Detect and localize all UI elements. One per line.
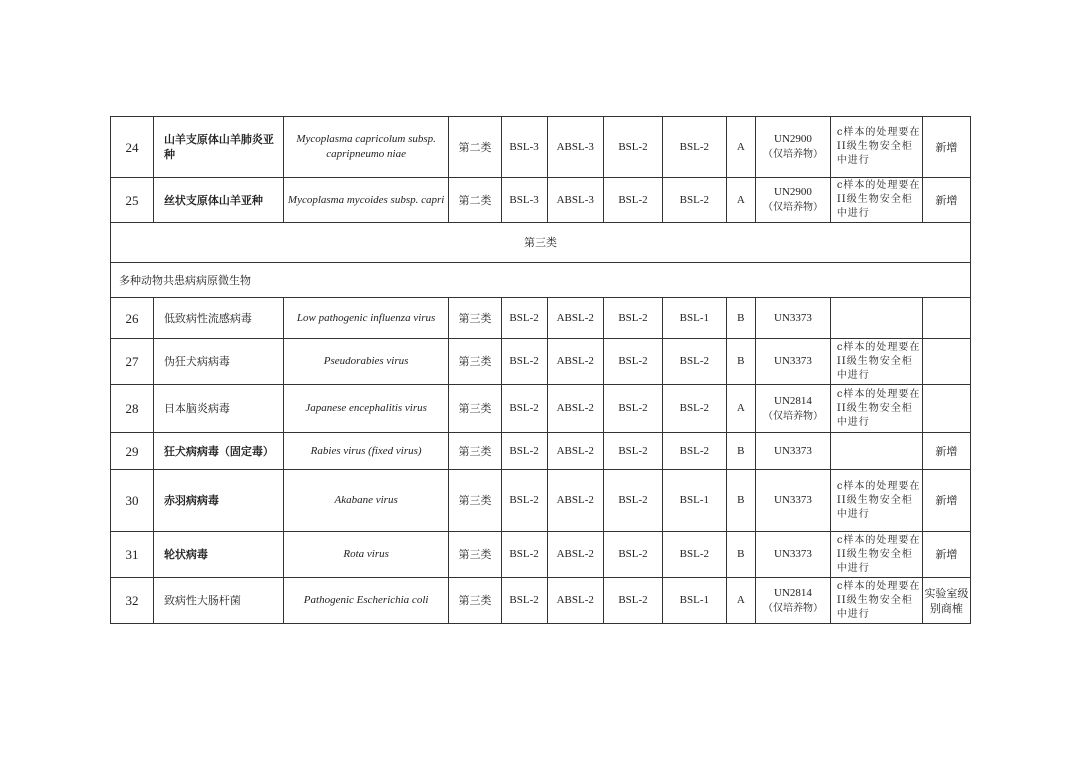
row-number: 31	[111, 532, 154, 578]
lab-level-4: BSL-1	[663, 470, 726, 532]
row-number: 24	[111, 117, 154, 178]
lab-level-4: BSL-2	[663, 433, 726, 470]
lab-level-2: ABSL-3	[547, 178, 603, 223]
un-number: UN2814	[774, 586, 812, 599]
remark: 新增	[922, 117, 970, 178]
chinese-name: 赤羽病病毒	[153, 470, 283, 532]
handling-note	[830, 433, 922, 470]
lab-level-2: ABSL-2	[547, 433, 603, 470]
subsection-title: 多种动物共患病病原微生物	[111, 263, 971, 298]
lab-level-1: BSL-2	[501, 298, 547, 339]
transport-grade: B	[726, 532, 756, 578]
table-body-bottom	[111, 298, 971, 624]
transport-grade: B	[726, 298, 756, 339]
transport-grade: A	[726, 385, 756, 433]
lab-level-1: BSL-3	[501, 117, 547, 178]
section-row	[111, 223, 971, 263]
hazard-category: 第三类	[449, 298, 501, 339]
hazard-category: 第三类	[449, 433, 501, 470]
lab-level-1: BSL-2	[501, 339, 547, 385]
lab-level-2: ABSL-2	[547, 532, 603, 578]
row-number: 25	[111, 178, 154, 223]
table-row	[111, 385, 971, 433]
lab-level-1: BSL-3	[501, 178, 547, 223]
row-number: 29	[111, 433, 154, 470]
scientific-name: Pathogenic Escherichia coli	[283, 578, 449, 624]
lab-level-4: BSL-1	[663, 578, 726, 624]
section-title: 第三类	[111, 223, 971, 263]
row-number: 32	[111, 578, 154, 624]
chinese-name: 丝状支原体山羊亚种	[153, 178, 283, 223]
remark: 新增	[922, 470, 970, 532]
handling-note: c样本的处理要在II级生物安全柜中进行	[830, 117, 922, 178]
un-number: UN3373	[774, 494, 812, 506]
hazard-category: 第三类	[449, 532, 501, 578]
lab-level-2: ABSL-2	[547, 385, 603, 433]
remark: 实验室级别商榷	[922, 578, 970, 624]
table-row	[111, 117, 971, 178]
transport-grade: A	[726, 178, 756, 223]
remark: 新增	[922, 532, 970, 578]
lab-level-2: ABSL-2	[547, 470, 603, 532]
lab-level-3: BSL-2	[603, 117, 662, 178]
un-number-cell	[756, 433, 831, 470]
subsection-row	[111, 263, 971, 298]
hazard-category: 第二类	[449, 178, 501, 223]
hazard-category: 第三类	[449, 578, 501, 624]
transport-grade: A	[726, 578, 756, 624]
chinese-name: 山羊支原体山羊肺炎亚种	[153, 117, 283, 178]
lab-level-3: BSL-2	[603, 578, 662, 624]
lab-level-4: BSL-2	[663, 385, 726, 433]
row-number: 30	[111, 470, 154, 532]
scientific-name: Akabane virus	[283, 470, 449, 532]
lab-level-2: ABSL-2	[547, 578, 603, 624]
remark: 新增	[922, 433, 970, 470]
un-number-cell	[756, 178, 831, 223]
lab-level-2: ABSL-2	[547, 298, 603, 339]
scientific-name: Low pathogenic influenza virus	[283, 298, 449, 339]
transport-grade: A	[726, 117, 756, 178]
lab-level-4: BSL-2	[663, 178, 726, 223]
un-number: UN3373	[774, 311, 812, 324]
remark	[922, 339, 970, 385]
scientific-name: Japanese encephalitis virus	[283, 385, 449, 433]
lab-level-2: ABSL-3	[547, 117, 603, 178]
chinese-name: 低致病性流感病毒	[153, 298, 283, 339]
row-number: 26	[111, 298, 154, 339]
handling-note: c样本的处理要在II级生物安全柜中进行	[830, 578, 922, 624]
chinese-name: 伪狂犬病病毒	[153, 339, 283, 385]
lab-level-1: BSL-2	[501, 385, 547, 433]
row-number: 28	[111, 385, 154, 433]
handling-note: c样本的处理要在II级生物安全柜中进行	[830, 178, 922, 223]
scientific-name: Rota virus	[283, 532, 449, 578]
scientific-name: Rabies virus (fixed virus)	[283, 433, 449, 470]
table-body-top	[111, 117, 971, 223]
un-number-note: （仅培养物）	[762, 149, 823, 160]
remark	[922, 385, 970, 433]
table-row	[111, 178, 971, 223]
scientific-name: Mycoplasma capricolum subsp. capripneumo niae	[283, 117, 449, 178]
lab-level-1: BSL-2	[501, 433, 547, 470]
lab-level-4: BSL-2	[663, 339, 726, 385]
un-number: UN2900	[774, 133, 812, 145]
lab-level-3: BSL-2	[603, 385, 662, 433]
un-number-cell	[756, 532, 831, 578]
lab-level-3: BSL-2	[603, 433, 662, 470]
handling-note: c样本的处理要在II级生物安全柜中进行	[830, 385, 922, 433]
un-number-cell	[756, 578, 831, 624]
un-number: UN2900	[774, 186, 812, 198]
un-number-cell	[756, 298, 831, 339]
row-number: 27	[111, 339, 154, 385]
lab-level-3: BSL-2	[603, 298, 662, 339]
lab-level-1: BSL-2	[501, 532, 547, 578]
chinese-name: 狂犬病病毒（固定毒）	[153, 433, 283, 470]
scientific-name: Mycoplasma mycoides subsp. capri	[283, 178, 449, 223]
remark	[922, 298, 970, 339]
transport-grade: B	[726, 470, 756, 532]
chinese-name: 日本脑炎病毒	[153, 385, 283, 433]
table-row	[111, 532, 971, 578]
lab-level-4: BSL-2	[663, 532, 726, 578]
table-row	[111, 578, 971, 624]
un-number-cell	[756, 470, 831, 532]
table-body-section	[111, 223, 971, 298]
table-row	[111, 433, 971, 470]
lab-level-4: BSL-1	[663, 298, 726, 339]
lab-level-3: BSL-2	[603, 339, 662, 385]
transport-grade: B	[726, 433, 756, 470]
chinese-name: 致病性大肠杆菌	[153, 578, 283, 624]
handling-note: c样本的处理要在II级生物安全柜中进行	[830, 339, 922, 385]
un-number-cell	[756, 117, 831, 178]
un-number: UN2814	[774, 394, 812, 407]
hazard-category: 第三类	[449, 470, 501, 532]
hazard-category: 第二类	[449, 117, 501, 178]
transport-grade: B	[726, 339, 756, 385]
lab-level-3: BSL-2	[603, 178, 662, 223]
lab-level-4: BSL-2	[663, 117, 726, 178]
un-number: UN3373	[774, 355, 812, 367]
chinese-name: 轮状病毒	[153, 532, 283, 578]
table-row	[111, 470, 971, 532]
lab-level-3: BSL-2	[603, 470, 662, 532]
un-number-note: （仅培养物）	[762, 602, 823, 614]
un-number-note: （仅培养物）	[762, 410, 823, 422]
remark: 新增	[922, 178, 970, 223]
un-number: UN3373	[774, 444, 812, 457]
table-row	[111, 339, 971, 385]
un-number: UN3373	[774, 548, 812, 560]
pathogen-table	[110, 116, 971, 624]
lab-level-1: BSL-2	[501, 578, 547, 624]
hazard-category: 第三类	[449, 339, 501, 385]
lab-level-2: ABSL-2	[547, 339, 603, 385]
table-row	[111, 298, 971, 339]
un-number-cell	[756, 339, 831, 385]
hazard-category: 第三类	[449, 385, 501, 433]
lab-level-3: BSL-2	[603, 532, 662, 578]
handling-note	[830, 298, 922, 339]
handling-note: c样本的处理要在II级生物安全柜中进行	[830, 470, 922, 532]
handling-note: c样本的处理要在II级生物安全柜中进行	[830, 532, 922, 578]
un-number-cell	[756, 385, 831, 433]
un-number-note: （仅培养物）	[762, 202, 823, 213]
scientific-name: Pseudorabies virus	[283, 339, 449, 385]
lab-level-1: BSL-2	[501, 470, 547, 532]
